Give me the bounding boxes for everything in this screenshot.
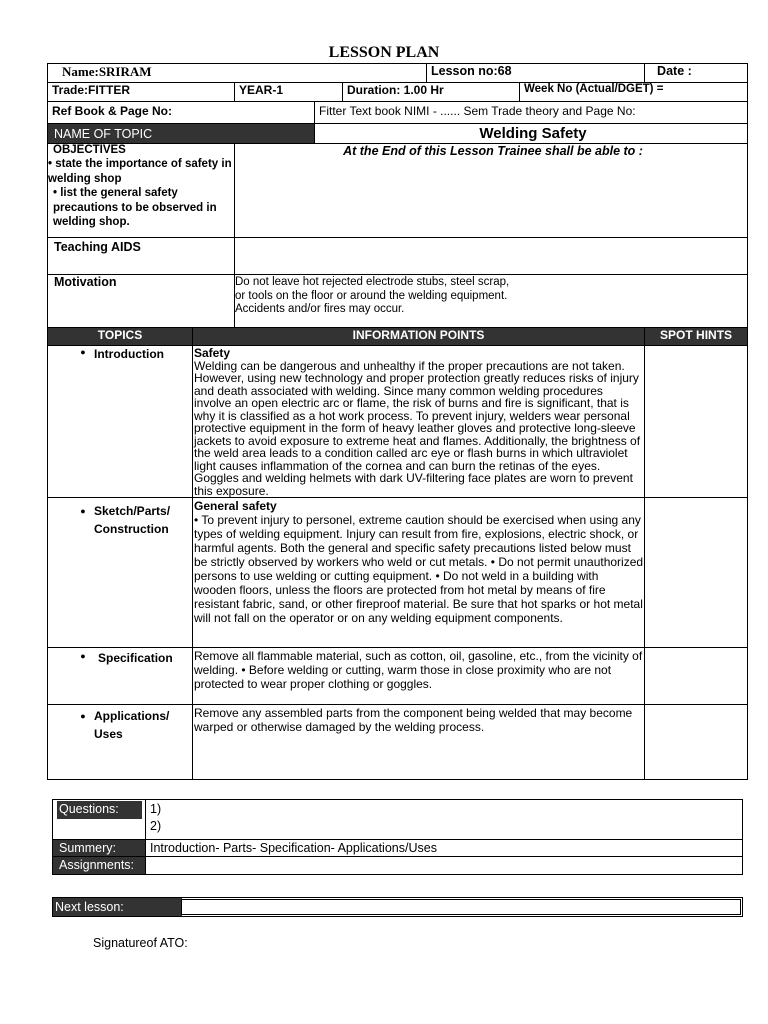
- info-text: Remove all flammable material, such as cotton, oil, gasoline, etc., from the vicinity of welding. • Before welding or cutting, warm those in close proximity who are not protected to wear proper clothing or goggles.: [194, 649, 643, 691]
- ref-label: Ref Book & Page No:: [48, 102, 315, 124]
- objective-item: • state the importance of safety in welding shop: [48, 158, 232, 185]
- year-cell: YEAR-1: [235, 83, 343, 102]
- trade-cell: Trade:FITTER: [48, 83, 235, 102]
- lesson-plan-table: [47, 63, 748, 780]
- info-heading: General safety: [194, 499, 277, 513]
- info-cell: [193, 705, 645, 780]
- assignments-label: Assignments:: [53, 857, 146, 875]
- objective-item: • list the general safety precautions to be observed in welding shop.: [53, 187, 217, 228]
- duration-cell: Duration: 1.00 Hr: [343, 83, 520, 102]
- questions-label: Questions:: [57, 801, 142, 819]
- lesson-no-cell: Lesson no:68: [427, 64, 645, 83]
- assignments-value: [146, 857, 743, 875]
- col-hints-header: SPOT HINTS: [645, 328, 748, 346]
- topic-label: Specification: [98, 651, 173, 665]
- col-topics-header: TOPICS: [48, 328, 193, 346]
- question-item: 1): [150, 802, 162, 816]
- motivation-line: or tools on the floor or around the welding equipment.: [235, 289, 508, 302]
- topic-cell: [48, 498, 193, 648]
- ref-value: Fitter Text book NIMI - ...... Sem Trade theory and Page No:: [315, 102, 748, 124]
- questions-value: [146, 800, 743, 840]
- questions-table: [52, 799, 743, 875]
- spot-hints-cell: [645, 648, 748, 705]
- next-lesson-label: Next lesson:: [53, 898, 182, 916]
- bullet-icon: ●: [80, 711, 86, 721]
- question-item: 2): [150, 819, 162, 833]
- topic-cell: [48, 648, 193, 705]
- signature-label: Signatureof ATO:: [93, 936, 188, 950]
- objectives-label: OBJECTIVES: [53, 144, 126, 156]
- spot-hints-cell: [645, 346, 748, 498]
- motivation-line: Do not leave hot rejected electrode stubs, steel scrap,: [235, 276, 510, 288]
- objectives-cell: [48, 144, 235, 238]
- bullet-icon: ●: [80, 347, 86, 357]
- topic-label: NAME OF TOPIC: [48, 124, 315, 144]
- teaching-aids-label: Teaching AIDS: [48, 238, 235, 275]
- questions-label-cell: [53, 800, 146, 840]
- topic-cell: [48, 705, 193, 780]
- objectives-end-text: At the End of this Lesson Trainee shall be able to :: [235, 144, 748, 238]
- summary-label: Summery:: [53, 840, 146, 857]
- col-info-header: INFORMATION POINTS: [193, 328, 645, 346]
- summary-value: Introduction- Parts- Specification- Applications/Uses: [146, 840, 743, 857]
- info-cell: [193, 498, 645, 648]
- info-cell: [193, 648, 645, 705]
- motivation-value: [235, 275, 748, 328]
- topic-label: Sketch/Parts/ Construction: [94, 504, 171, 536]
- next-lesson-field[interactable]: [181, 899, 741, 915]
- next-lesson-row: [52, 897, 743, 917]
- motivation-label: Motivation: [48, 275, 235, 328]
- info-text: Welding can be dangerous and unhealthy if the proper precautions are not taken. However, using new technology and proper protection greatly reduces risks of injury and death associated with welding. Since many common welding procedures involve an open electric arc or flame, the risk of burns and fire is significant, that is why it is classified as a hot work process. To prevent injury, welders wear personal protective equipment in the form of heavy leather gloves and protective long-sleeve jackets to avoid exposure to extreme heat and flames. Additionally, the brightness of the weld area leads to a condition called arc eye or flash burns in which ultraviolet light causes inflammation of the cornea and can burn the retinas of the eyes. Goggles and welding helmets with dark UV-filtering face plates are worn to prevent this exposure.: [194, 358, 641, 498]
- name-cell: Name:SRIRAM: [48, 64, 427, 83]
- info-cell: [193, 346, 645, 498]
- info-text: Remove any assembled parts from the component being welded that may become warped or otherwise damaged by the welding process.: [194, 706, 633, 734]
- info-heading: Safety: [194, 346, 231, 360]
- spot-hints-cell: [645, 705, 748, 780]
- info-text: • To prevent injury to personel, extreme caution should be exercised when using any types of welding equipment. Injury can result from fire, explosions, electric shock, or harmful agents. Both the general and specific safety precautions listed below must be strictly observed by workers who weld or cut metals. • Do not permit unauthorized persons to use welding or cutting equipment. • Do not weld in a building with wooden floors, unless the floors are protected from hot metal by means of fire resistant fabric, sand, or other fireproof material. Be sure that hot sparks or hot metal will not fall on the operator or on any welding equipment components.: [194, 513, 644, 625]
- teaching-aids-value: [235, 238, 748, 275]
- topic-label: Applications/ Uses: [94, 709, 170, 741]
- spot-hints-cell: [645, 498, 748, 648]
- bullet-icon: ●: [80, 651, 86, 661]
- topic-cell: [48, 346, 193, 498]
- bullet-icon: ●: [80, 506, 86, 516]
- topic-value: Welding Safety: [315, 124, 748, 144]
- page-title: LESSON PLAN: [328, 44, 440, 61]
- motivation-line: Accidents and/or fires may occur.: [235, 303, 405, 315]
- topic-label: Introduction: [94, 347, 164, 361]
- week-cell: Week No (Actual/DGET) =: [520, 83, 748, 102]
- date-cell: Date :: [645, 64, 748, 83]
